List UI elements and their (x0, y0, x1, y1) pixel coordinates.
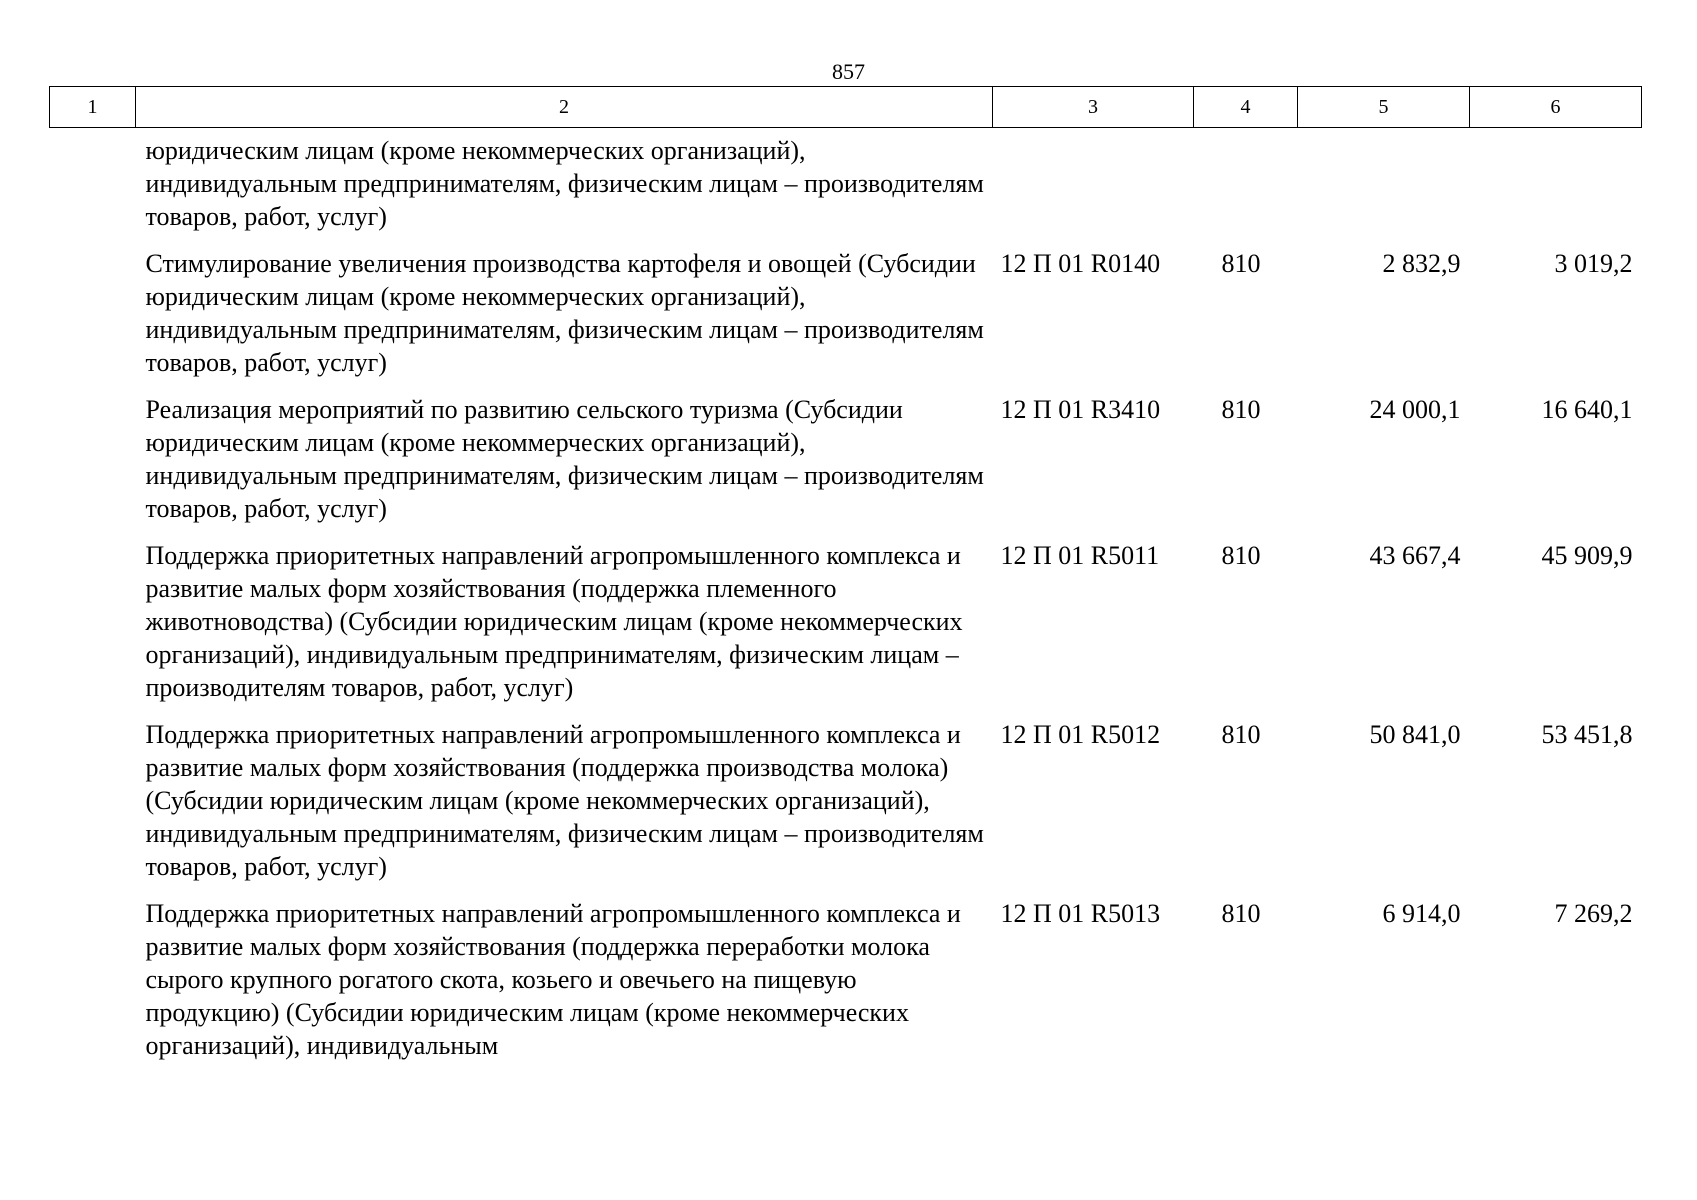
table-row (50, 128, 1642, 248)
table-row (50, 539, 1642, 718)
row-description: юридическим лицам (кроме некоммерческих организаций), индивидуальным предпринимателям, физическим лицам – производителям товаров, работ, услуг) (145, 136, 984, 231)
row-description: Поддержка приоритетных направлений агропромышленного комплекса и развитие малых форм хозяйствования (поддержка производства молока) (Субсидии юридическим лицам (кроме некоммерческих организаций), индивидуальным предпринимателям, физическим лицам – производителям товаров, работ, услуг) (145, 720, 984, 881)
row-amount-5: 6 914,0 (1382, 899, 1461, 928)
row-amount-5: 24 000,1 (1369, 395, 1461, 424)
row-index-cell (50, 718, 136, 897)
row-amount-6: 53 451,8 (1541, 720, 1633, 749)
row-amount-5: 2 832,9 (1382, 249, 1461, 278)
row-amount-5: 50 841,0 (1369, 720, 1461, 749)
row-amount-5 (1298, 128, 1470, 248)
table-row (50, 718, 1642, 897)
row-type: 810 (1221, 720, 1261, 749)
row-amount-5: 43 667,4 (1369, 541, 1461, 570)
header-col-5: 5 (1298, 87, 1470, 128)
row-type: 810 (1221, 541, 1261, 570)
header-col-3: 3 (993, 87, 1194, 128)
row-amount-6: 16 640,1 (1541, 395, 1633, 424)
row-amount-6: 3 019,2 (1554, 249, 1633, 278)
row-amount-6 (1470, 128, 1642, 248)
header-row (50, 87, 1642, 128)
row-index-cell (50, 539, 136, 718)
header-col-4: 4 (1194, 87, 1298, 128)
row-type: 810 (1221, 899, 1261, 928)
header-col-6: 6 (1470, 87, 1642, 128)
row-code (993, 128, 1194, 248)
table-row (50, 393, 1642, 539)
row-type (1194, 128, 1298, 248)
row-type: 810 (1221, 249, 1261, 278)
row-code: 12 П 01 R5012 (1000, 720, 1161, 749)
row-index-cell (50, 897, 136, 1076)
table-row (50, 247, 1642, 393)
table-body (50, 128, 1642, 1077)
row-index-cell (50, 128, 136, 248)
row-description: Поддержка приоритетных направлений агропромышленного комплекса и развитие малых форм хозяйствования (поддержка переработки молока сырого крупного рогатого скота, козьего и овечьего на пищевую продукцию) (Субсидии юридическим лицам (кроме некоммерческих организаций), индивидуальным (145, 899, 961, 1060)
row-type: 810 (1221, 395, 1261, 424)
row-code: 12 П 01 R5011 (1000, 541, 1160, 570)
row-code: 12 П 01 R5013 (1000, 899, 1161, 928)
header-col-1: 1 (50, 87, 136, 128)
header-col-2: 2 (136, 87, 993, 128)
row-index-cell (50, 393, 136, 539)
row-description: Реализация мероприятий по развитию сельского туризма (Субсидии юридическим лицам (кроме некоммерческих организаций), индивидуальным предпринимателям, физическим лицам – производителям товаров, работ, услуг) (145, 395, 984, 523)
page-number: 857 (832, 59, 865, 84)
row-amount-6: 45 909,9 (1541, 541, 1633, 570)
row-code: 12 П 01 R0140 (1000, 249, 1161, 278)
row-index-cell (50, 247, 136, 393)
budget-table (49, 86, 1642, 1076)
row-description: Поддержка приоритетных направлений агропромышленного комплекса и развитие малых форм хозяйствования (поддержка племенного животноводства) (Субсидии юридическим лицам (кроме некоммерческих организаций), индивидуальным предпринимателям, физическим лицам – производителям товаров, работ, услуг) (145, 541, 963, 702)
row-amount-6: 7 269,2 (1554, 899, 1633, 928)
table-row (50, 897, 1642, 1076)
table-header (50, 87, 1642, 128)
row-description: Стимулирование увеличения производства картофеля и овощей (Субсидии юридическим лицам (кроме некоммерческих организаций), индивидуальным предпринимателям, физическим лицам – производителям товаров, работ, услуг) (145, 249, 984, 377)
row-code: 12 П 01 R3410 (1000, 395, 1161, 424)
